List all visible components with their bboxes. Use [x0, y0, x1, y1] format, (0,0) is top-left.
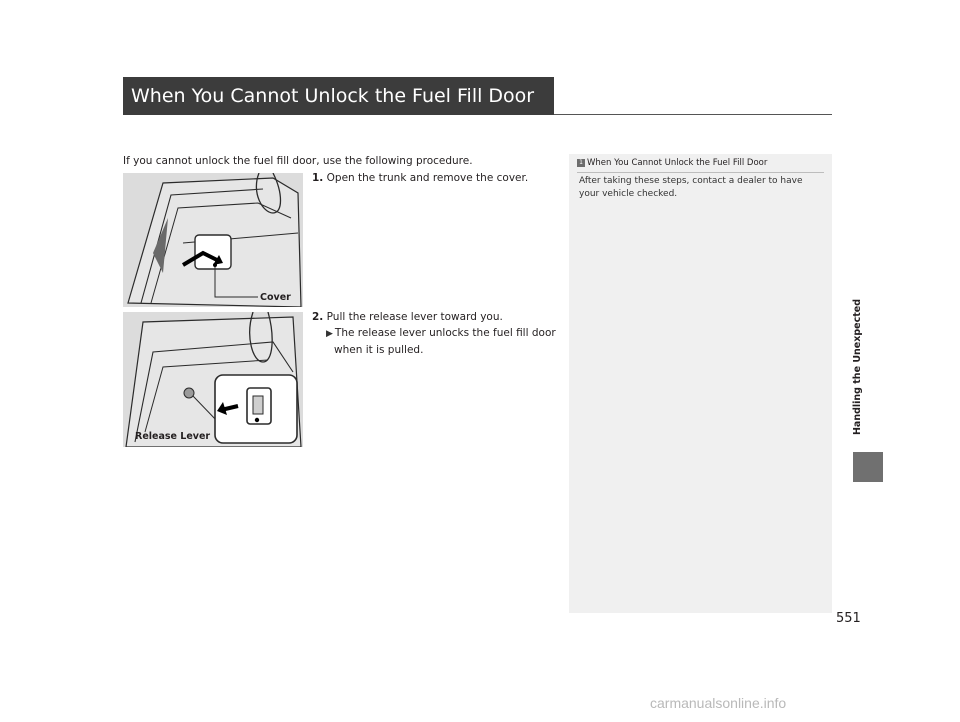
chapter-tab-label: Handling the Unexpected [852, 298, 863, 436]
release-lever-drawing [123, 312, 303, 447]
note-body: After taking these steps, contact a dealer to have your vehicle checked. [579, 176, 803, 199]
chapter-side-tab [852, 282, 864, 452]
section-title: When You Cannot Unlock the Fuel Fill Door [123, 77, 554, 115]
step-2-subtext: The release lever unlocks the fuel fill door when it is pulled. [334, 327, 556, 356]
step-2-text: Pull the release lever toward you. [326, 311, 503, 323]
trunk-cover-drawing [123, 173, 303, 307]
step-1-number: 1. [312, 172, 324, 184]
release-lever-label: Release Lever [135, 431, 211, 442]
trunk-cover-illustration [123, 173, 303, 307]
note-box [569, 154, 832, 613]
step-2-number: 2. [312, 311, 324, 323]
cover-label: Cover [260, 292, 291, 303]
step-2 [312, 309, 562, 358]
release-lever-illustration [123, 312, 303, 447]
note-heading: When You Cannot Unlock the Fuel Fill Door [587, 158, 768, 168]
page-number: 551 [836, 611, 861, 626]
step-1-text: Open the trunk and remove the cover. [326, 172, 529, 184]
step-1 [312, 170, 528, 186]
watermark: carmanualsonline.info [650, 695, 787, 711]
chapter-marker-block [853, 452, 883, 482]
title-rule [554, 114, 832, 115]
arrow-bullet-icon: ▶ [326, 329, 333, 339]
intro-text: If you cannot unlock the fuel fill door, use the following procedure. [123, 155, 473, 167]
note-reference-icon: 1 [577, 159, 585, 167]
note-header [577, 158, 824, 173]
